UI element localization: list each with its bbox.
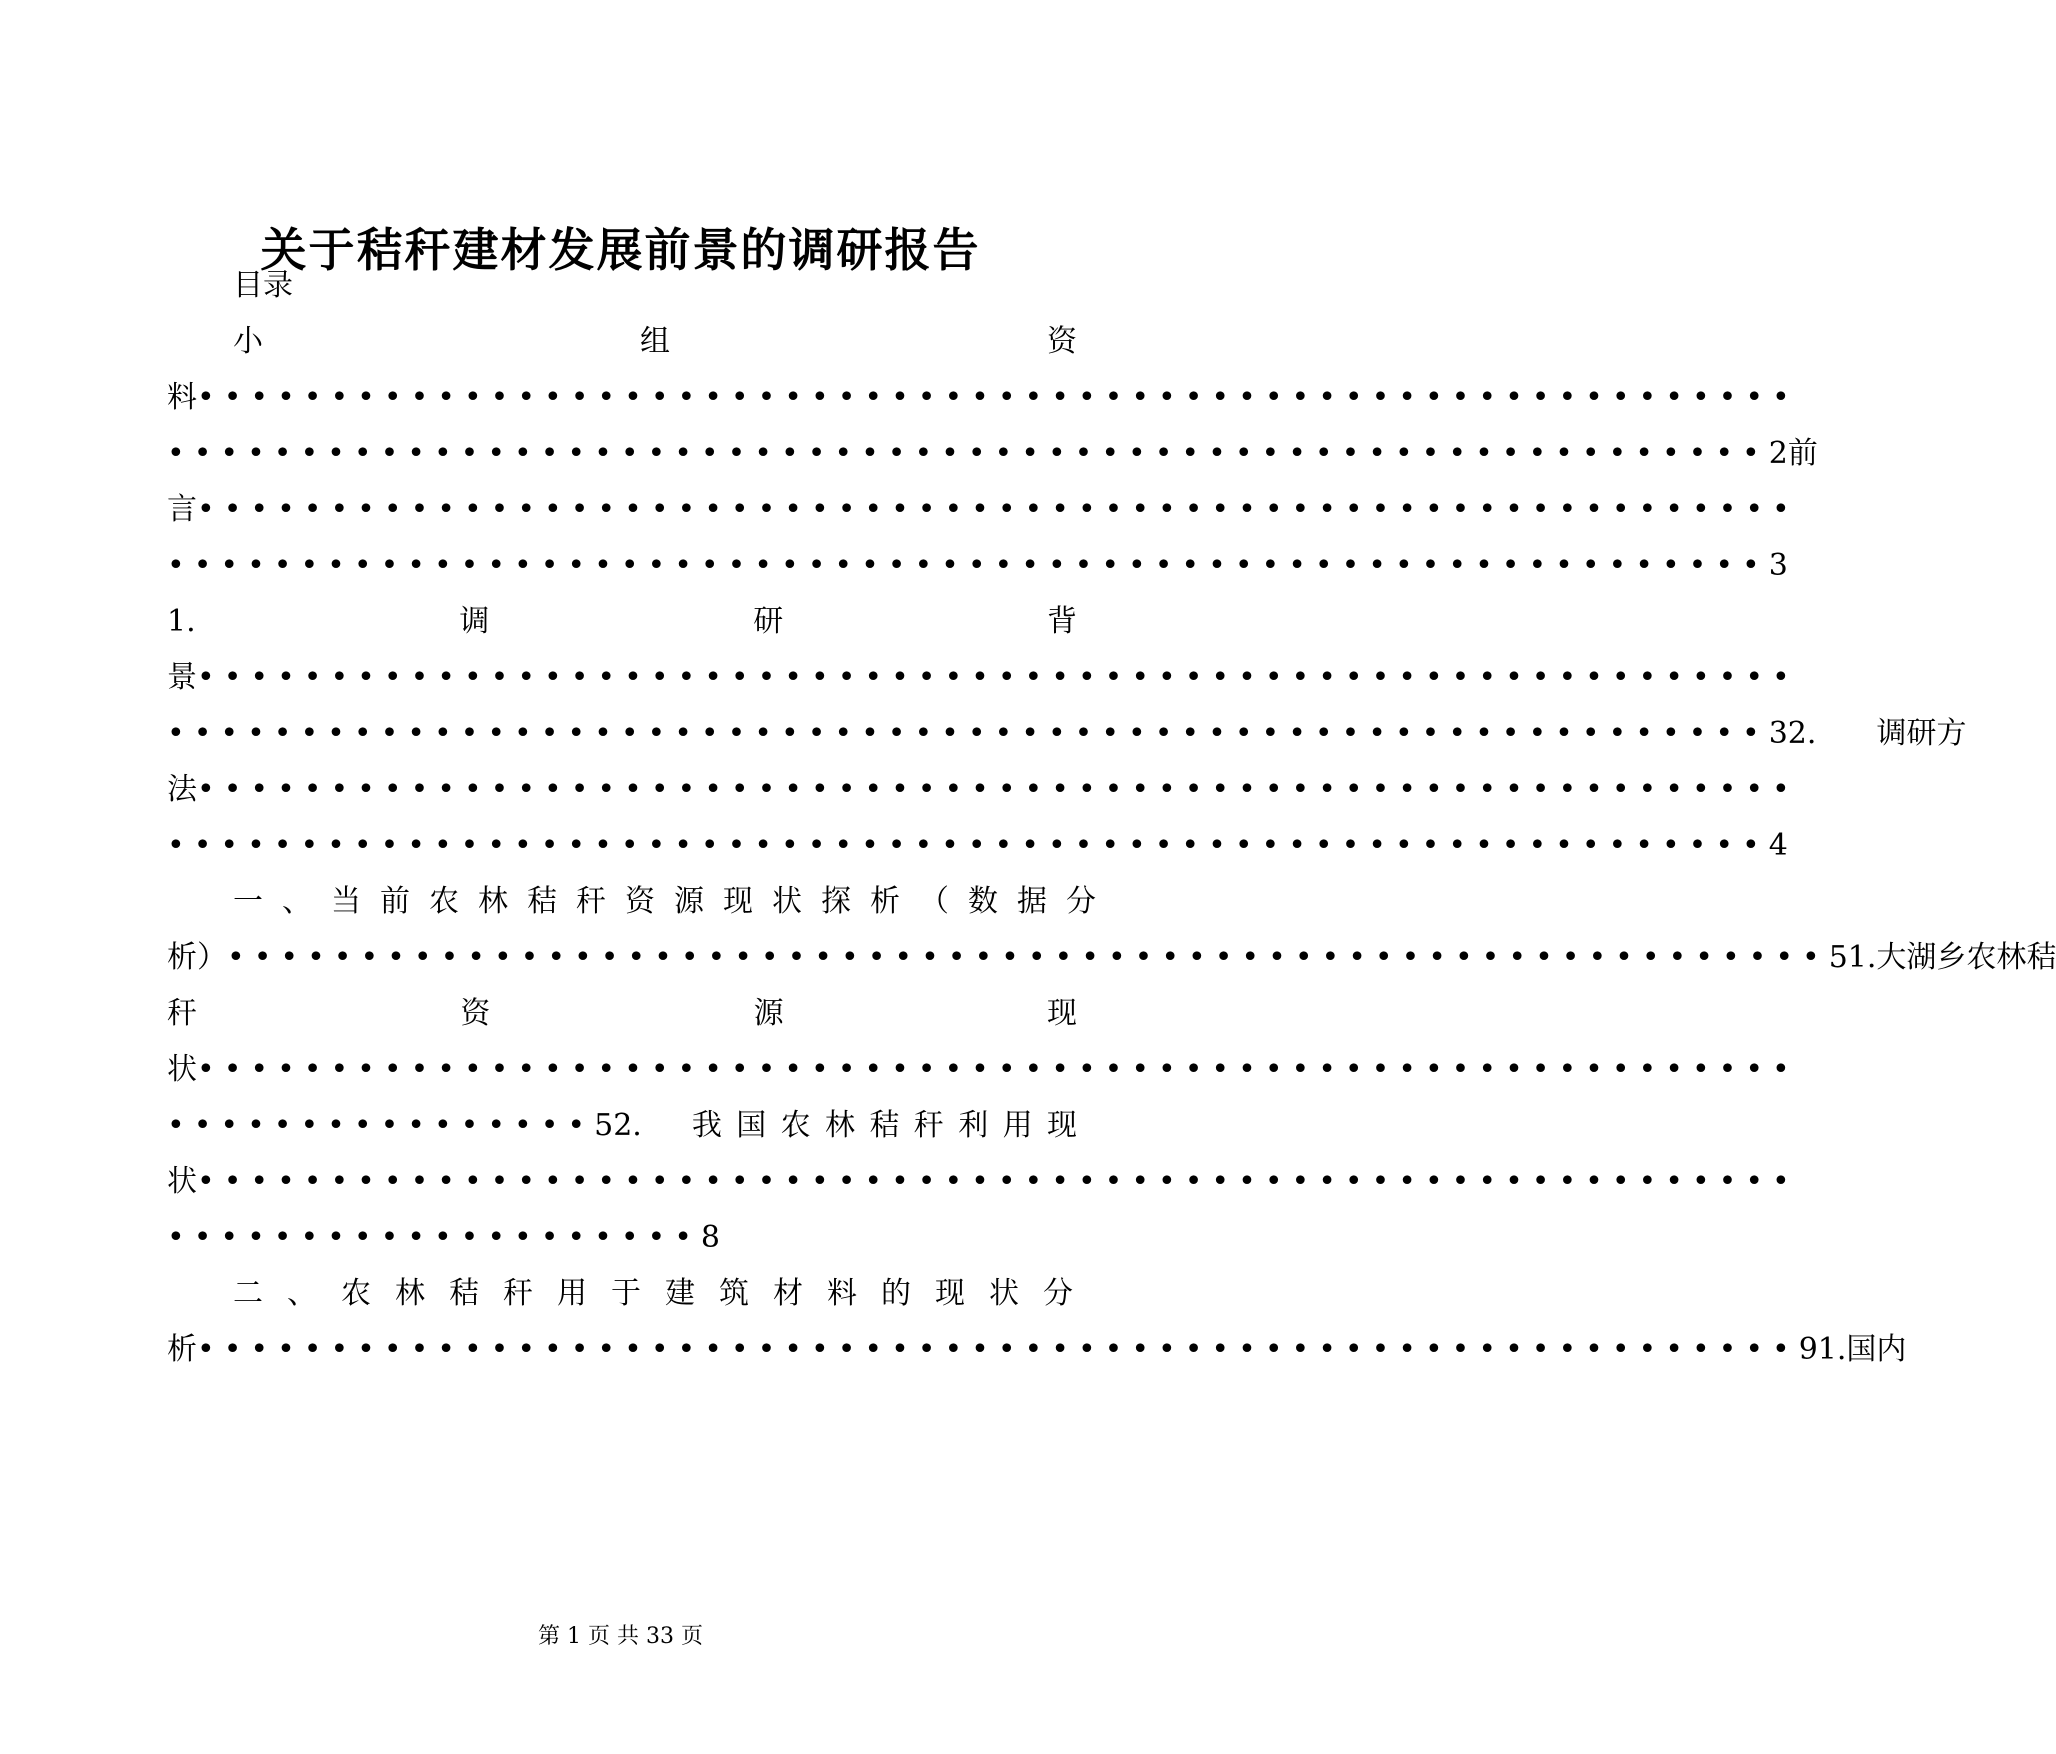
toc-text: 法 bbox=[167, 772, 197, 807]
toc-text: 研 bbox=[753, 604, 784, 639]
toc-text: 秸 bbox=[869, 1108, 900, 1143]
toc-text: 状 bbox=[167, 1164, 197, 1199]
toc-text: 用 bbox=[1002, 1108, 1033, 1143]
page-number: 8 bbox=[700, 1220, 720, 1255]
toc-line bbox=[233, 322, 1077, 362]
page-number: 52. bbox=[594, 1108, 642, 1143]
toc-line: 二、农林秸秆用于建筑材料的现状分 bbox=[233, 1276, 1097, 1311]
toc-text: 林 bbox=[825, 1108, 856, 1143]
toc-text: 秆 bbox=[913, 1108, 944, 1143]
toc-text: 农 bbox=[780, 1108, 811, 1143]
page-number: 4 bbox=[1768, 828, 1788, 863]
toc-line bbox=[167, 938, 2056, 978]
toc-text: 组 bbox=[640, 324, 670, 359]
leader-dots: •••••••••••••••••••••••••••••••••••••••••••••••••••••••••••• bbox=[197, 380, 1799, 415]
toc-text: 析） bbox=[167, 940, 227, 975]
toc-text: 91.国内 bbox=[1798, 1332, 1907, 1367]
toc-line bbox=[167, 1162, 1799, 1202]
toc-line: 一、当前农林秸秆资源现状探析（数据分 bbox=[233, 884, 1115, 919]
toc-line bbox=[167, 546, 1788, 586]
leader-dots: •••••••••••••••••••••••••••••••••••••••••••••••••••••••••••• bbox=[167, 436, 1769, 471]
leader-dots: •••••••••••••••••••••••••••••••••••••••••••••••••••••••••••• bbox=[227, 940, 1829, 975]
toc-text: 现 bbox=[1046, 1108, 1077, 1143]
toc-line bbox=[167, 602, 1077, 642]
leader-dots: •••••••••••••••••••••••••••••••••••••••••••••••••••••••••••• bbox=[197, 492, 1799, 527]
toc-line bbox=[167, 1106, 1077, 1146]
page-footer: 第 1 页 共 33 页 bbox=[538, 1624, 703, 1649]
toc-text: 景 bbox=[167, 660, 197, 695]
toc-text: 研 bbox=[1906, 716, 1937, 751]
toc-text: 源 bbox=[753, 996, 784, 1031]
toc-line bbox=[167, 1218, 1077, 1258]
toc-text: 51.大湖乡农林秸 bbox=[1828, 940, 2056, 975]
toc-text: 现 bbox=[1046, 996, 1077, 1031]
toc-text: 料 bbox=[167, 380, 197, 415]
leader-dots: •••••••••••••••••••••••••••••••••••••••••••••••••••••••••••• bbox=[197, 1164, 1799, 1199]
page-number: 3 bbox=[1768, 548, 1788, 583]
toc-line bbox=[167, 434, 1818, 474]
toc-line bbox=[167, 1330, 1907, 1370]
toc-text: 1. bbox=[167, 604, 196, 639]
leader-dots: •••••••••••••••••••••••••••••••••••••••••••••••••••••••••••• bbox=[197, 772, 1799, 807]
leader-dots: •••••••••••••••••••••••••••••••••••••••••••••••••••••••••••• bbox=[167, 828, 1769, 863]
toc-text: 状 bbox=[167, 1052, 197, 1087]
leader-dots: •••••••••••••••••••• bbox=[167, 1220, 701, 1255]
toc-line bbox=[167, 770, 1799, 810]
toc-text: 析 bbox=[167, 1332, 197, 1367]
toc-text: 利 bbox=[958, 1108, 989, 1143]
leader-dots: •••••••••••••••••••••••••••••••••••••••••••••••••••••••••••• bbox=[197, 1052, 1799, 1087]
toc-heading: 目录 bbox=[233, 268, 293, 303]
toc-text: 资 bbox=[460, 996, 491, 1031]
toc-line bbox=[167, 490, 1799, 530]
page-number: 2 bbox=[1768, 436, 1788, 471]
toc-line bbox=[167, 378, 1799, 418]
toc-text: 国 bbox=[736, 1108, 767, 1143]
toc-text: 前 bbox=[1787, 436, 1818, 471]
toc-line bbox=[167, 714, 1967, 754]
toc-text: 方 bbox=[1936, 716, 1967, 751]
toc-text: 我 bbox=[691, 1108, 722, 1143]
toc-line bbox=[167, 1050, 1799, 1090]
leader-dots: •••••••••••••••••••••••••••••••••••••••••••••••••••••••••••• bbox=[167, 716, 1769, 751]
document-title: 关于秸秆建材发展前景的调研报告 bbox=[260, 223, 981, 277]
toc-text: 小 bbox=[233, 324, 263, 359]
toc-text: 调 bbox=[459, 604, 490, 639]
leader-dots: •••••••••••••••••••••••••••••••••••••••••••••••••••••••••••• bbox=[167, 548, 1769, 583]
toc-line bbox=[167, 826, 1788, 866]
toc-line bbox=[167, 658, 1799, 698]
toc-text: 背 bbox=[1046, 604, 1077, 639]
leader-dots: •••••••••••••••• bbox=[167, 1108, 595, 1143]
toc-text: 资 bbox=[1047, 324, 1077, 359]
toc-line bbox=[167, 994, 1077, 1034]
toc-text: 秆 bbox=[167, 996, 197, 1031]
page-number: 32. bbox=[1768, 716, 1817, 751]
toc-text: 言 bbox=[167, 492, 197, 527]
leader-dots: •••••••••••••••••••••••••••••••••••••••••••••••••••••••••••• bbox=[197, 1332, 1799, 1367]
leader-dots: •••••••••••••••••••••••••••••••••••••••••••••••••••••••••••• bbox=[197, 660, 1799, 695]
toc-text: 调 bbox=[1876, 716, 1907, 751]
